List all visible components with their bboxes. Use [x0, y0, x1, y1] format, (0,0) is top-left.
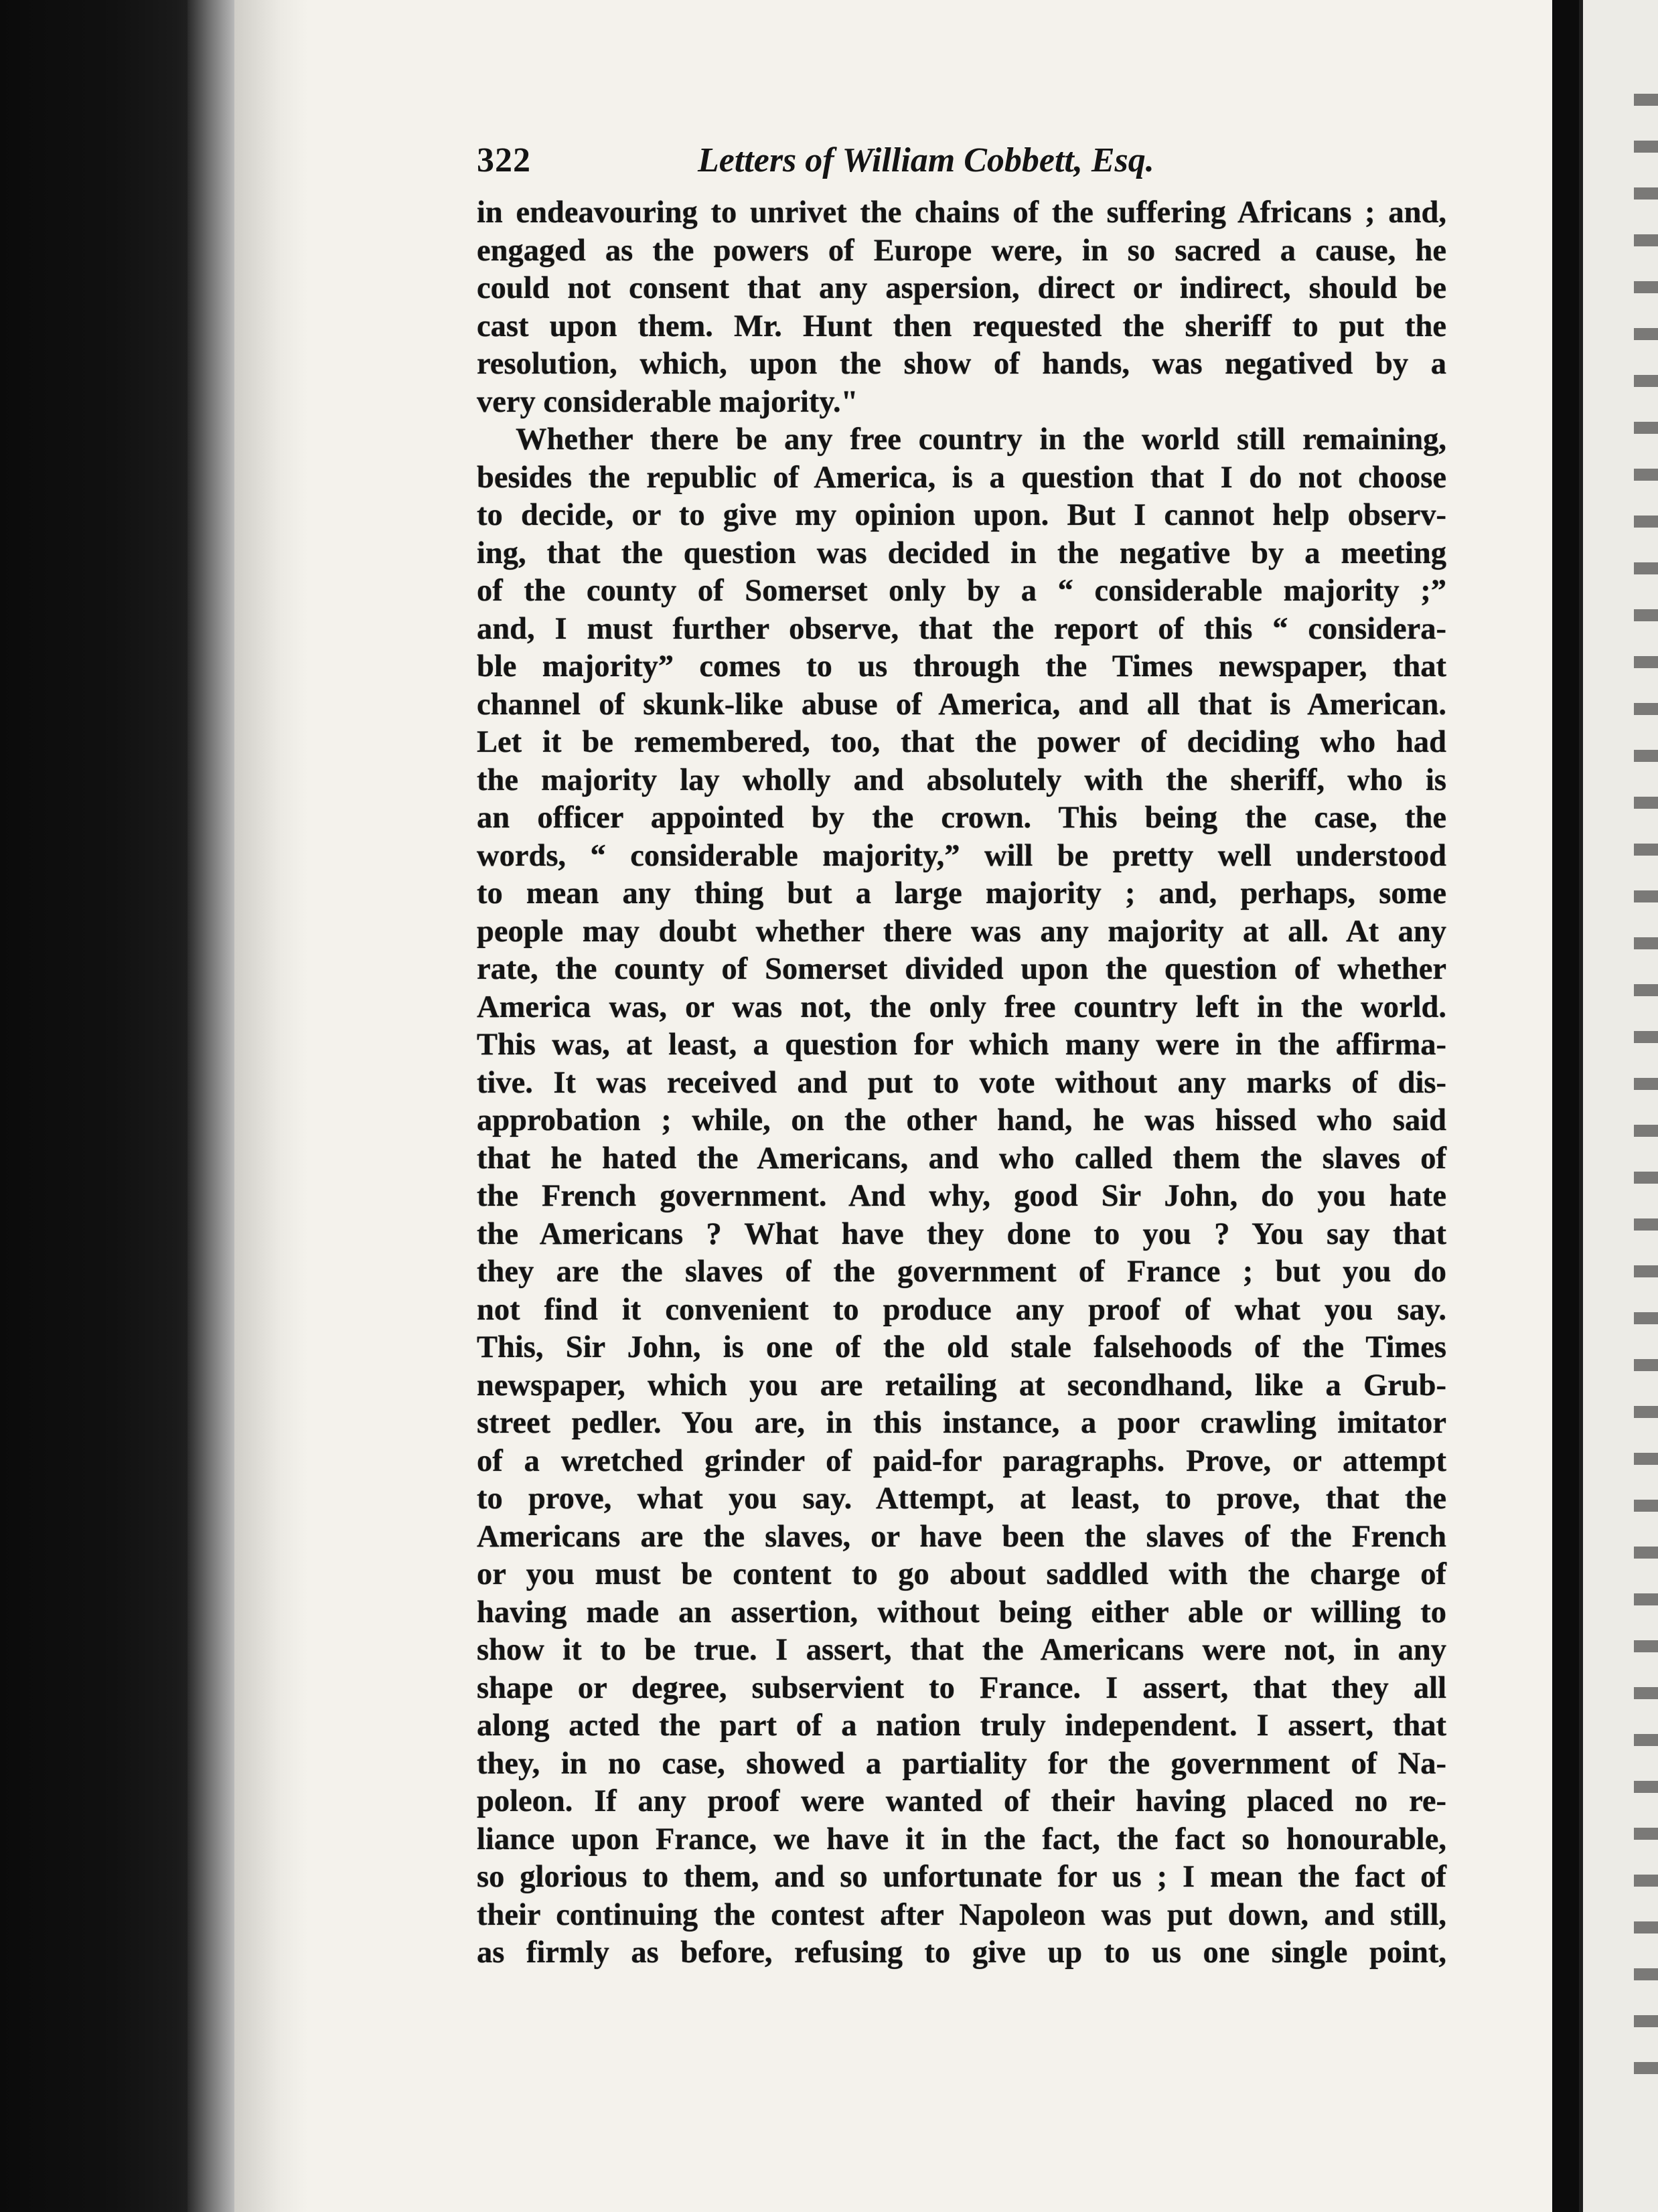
facing-page-text-fragments — [1634, 94, 1658, 2102]
text-line: street pedler. You are, in this instance, a poor crawling imitator — [477, 1406, 1446, 1440]
text-line: words, “ considerable majority,” will be pretty well understood — [477, 838, 1446, 873]
text-line: people may doubt whether there was any majority at all. At any — [477, 914, 1446, 949]
text-line: approbation ; while, on the other hand, he was hissed who said — [477, 1103, 1446, 1137]
text-line: Americans are the slaves, or have been the slaves of the French — [477, 1519, 1446, 1554]
text-line: to decide, or to give my opinion upon. But I cannot help observ- — [477, 498, 1446, 532]
text-line: Whether there be any free country in the world still remaining, — [516, 422, 1446, 457]
text-line: to mean any thing but a large majority ; and, perhaps, some — [477, 876, 1446, 911]
text-line: liance upon France, we have it in the fact, the fact so honourable, — [477, 1822, 1446, 1856]
text-line: tive. It was received and put to vote without any marks of dis- — [477, 1065, 1446, 1100]
text-line: resolution, which, upon the show of hands, was negatived by a — [477, 347, 1446, 381]
text-line: cast upon them. Mr. Hunt then requested the sheriff to put the — [477, 309, 1446, 343]
book-spine-shadow — [0, 0, 208, 2212]
text-line: very considerable majority." — [477, 384, 858, 419]
text-line: the majority lay wholly and absolutely with the sheriff, who is — [477, 763, 1446, 797]
text-line: so glorious to them, and so unfortunate for us ; I mean the fact of — [477, 1860, 1446, 1894]
body-text — [477, 194, 1446, 1972]
text-line: ble majority” comes to us through the Times newspaper, that — [477, 649, 1446, 684]
text-line: besides the republic of America, is a question that I do not choose — [477, 460, 1446, 495]
text-line: could not consent that any aspersion, direct or indirect, should be — [477, 271, 1446, 305]
text-line: they are the slaves of the government of France ; but you do — [477, 1255, 1446, 1289]
text-line: shape or degree, subservient to France. I assert, that they all — [477, 1670, 1446, 1705]
text-line: poleon. If any proof were wanted of their having placed no re- — [477, 1784, 1446, 1818]
text-line: and, I must further observe, that the report of this “ considera- — [477, 611, 1446, 646]
text-line: that he hated the Americans, and who called them the slaves of — [477, 1141, 1446, 1176]
text-line: an officer appointed by the crown. This being the case, the — [477, 801, 1446, 835]
book-page — [477, 141, 1446, 1972]
text-line: of a wretched grinder of paid-for paragraphs. Prove, or attempt — [477, 1443, 1446, 1478]
facing-page-shadow — [1552, 0, 1579, 2212]
text-line: to prove, what you say. Attempt, at least, to prove, that the — [477, 1482, 1446, 1516]
running-head-title: Letters of William Cobbett, Esq. — [698, 141, 1154, 179]
text-line: This, Sir John, is one of the old stale falsehoods of the Times — [477, 1330, 1446, 1364]
page-number: 322 — [477, 141, 531, 179]
text-line: they, in no case, showed a partiality for the government of Na- — [477, 1746, 1446, 1781]
text-line: the Americans ? What have they done to you ? You say that — [477, 1216, 1446, 1251]
page-gutter — [234, 0, 308, 2212]
text-line: show it to be true. I assert, that the Americans were not, in any — [477, 1633, 1446, 1667]
text-line: Let it be remembered, too, that the power of deciding who had — [477, 725, 1446, 759]
text-line: the French government. And why, good Sir John, do you hate — [477, 1179, 1446, 1213]
text-line: in endeavouring to unrivet the chains of the suffering Africans ; and, — [477, 195, 1446, 230]
text-line: as firmly as before, refusing to give up to us one single point, — [477, 1936, 1446, 1970]
text-line: America was, or was not, the only free country left in the world. — [477, 990, 1446, 1024]
text-line: of the county of Somerset only by a “ considerable majority ;” — [477, 574, 1446, 608]
text-line: engaged as the powers of Europe were, in so sacred a cause, he — [477, 233, 1446, 268]
text-line: having made an assertion, without being either able or willing to — [477, 1595, 1446, 1630]
text-line: or you must be content to go about saddled with the charge of — [477, 1557, 1446, 1591]
running-head — [477, 141, 1446, 194]
text-line: newspaper, which you are retailing at secondhand, like a Grub- — [477, 1368, 1446, 1403]
text-line: channel of skunk-like abuse of America, and all that is American. — [477, 687, 1446, 722]
book-spine-edge — [187, 0, 234, 2212]
text-line: This was, at least, a question for which many were in the affirma- — [477, 1028, 1446, 1062]
text-line: their continuing the contest after Napoleon was put down, and still, — [477, 1897, 1446, 1932]
text-line: ing, that the question was decided in the negative by a meeting — [477, 536, 1446, 570]
text-line: not find it convenient to produce any proof of what you say. — [477, 1292, 1446, 1327]
text-line: along acted the part of a nation truly independent. I assert, that — [477, 1709, 1446, 1743]
text-line: rate, the county of Somerset divided upon the question of whether — [477, 952, 1446, 986]
